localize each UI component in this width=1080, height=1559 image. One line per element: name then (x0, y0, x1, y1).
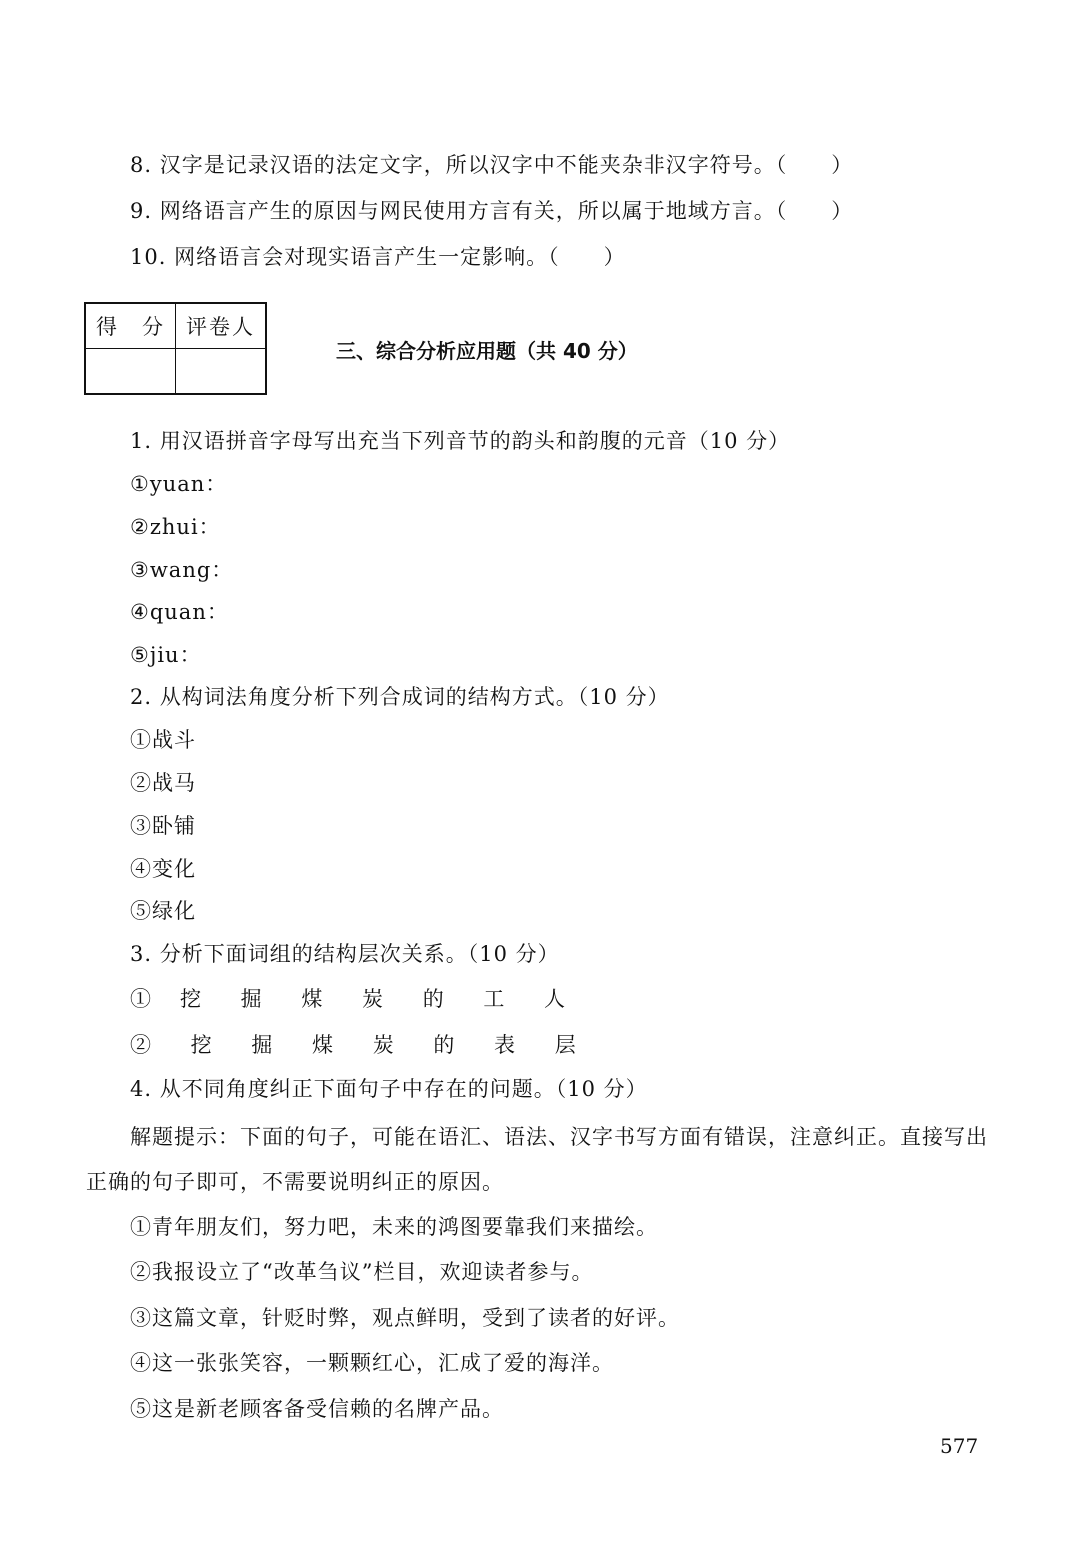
grader-label: 评卷人 (176, 303, 267, 349)
q4-stem: 4. 从不同角度纠正下面句子中存在的问题。（10 分） (130, 1077, 648, 1101)
q1-item-2: ②zhui： (130, 515, 221, 539)
q3-item-1: ① 挖 掘 煤 炭 的 工 人 (130, 987, 570, 1011)
q1-item-3: ③wang： (130, 558, 234, 582)
score-label: 得 分 (85, 303, 176, 349)
q3-item-2: ② 挖 掘 煤 炭 的 表 层 (130, 1033, 580, 1057)
tf-item-9: 9. 网络语言产生的原因与网民使用方言有关，所以属于地域方言。（ ） (130, 199, 854, 223)
page-number: 577 (940, 1434, 979, 1458)
q2-stem: 2. 从构词法角度分析下列合成词的结构方式。（10 分） (130, 685, 670, 709)
q2-item-2: ②战马 (130, 771, 196, 795)
section-title: 三、综合分析应用题（共 40 分） (336, 339, 638, 363)
q3-stem: 3. 分析下面词组的结构层次关系。（10 分） (130, 942, 560, 966)
score-table (84, 302, 267, 395)
grader-value-cell (176, 349, 267, 395)
score-value-cell (85, 349, 176, 395)
q4-item-4: ④这一张张笑容，一颗颗红心，汇成了爱的海洋。 (130, 1351, 614, 1375)
q4-item-5: ⑤这是新老顾客备受信赖的名牌产品。 (130, 1397, 504, 1421)
q1-stem: 1. 用汉语拼音字母写出充当下列音节的韵头和韵腹的元音（10 分） (130, 429, 791, 453)
q2-item-1: ①战斗 (130, 728, 196, 752)
q1-item-4: ④quan： (130, 600, 229, 624)
q2-item-5: ⑤绿化 (130, 899, 196, 923)
q4-hint: 解题提示：下面的句子，可能在语汇、语法、汉字书写方面有错误，注意纠正。直接写出正确的句子即可，不需要说明纠正的原因。 (86, 1125, 988, 1194)
tf-item-8: 8. 汉字是记录汉语的法定文字，所以汉字中不能夹杂非汉字符号。（ ） (130, 153, 854, 177)
q2-item-4: ④变化 (130, 857, 196, 881)
q4-item-1: ①青年朋友们，努力吧，未来的鸿图要靠我们来描绘。 (130, 1215, 658, 1239)
q1-item-5: ⑤jiu： (130, 643, 202, 667)
q2-item-3: ③卧铺 (130, 814, 196, 838)
tf-item-10: 10. 网络语言会对现实语言产生一定影响。（ ） (130, 245, 626, 269)
q1-item-1: ①yuan： (130, 472, 228, 496)
q4-item-2: ②我报设立了“改革刍议”栏目，欢迎读者参与。 (130, 1260, 594, 1284)
q4-item-3: ③这篇文章，针贬时弊，观点鲜明，受到了读者的好评。 (130, 1306, 680, 1330)
